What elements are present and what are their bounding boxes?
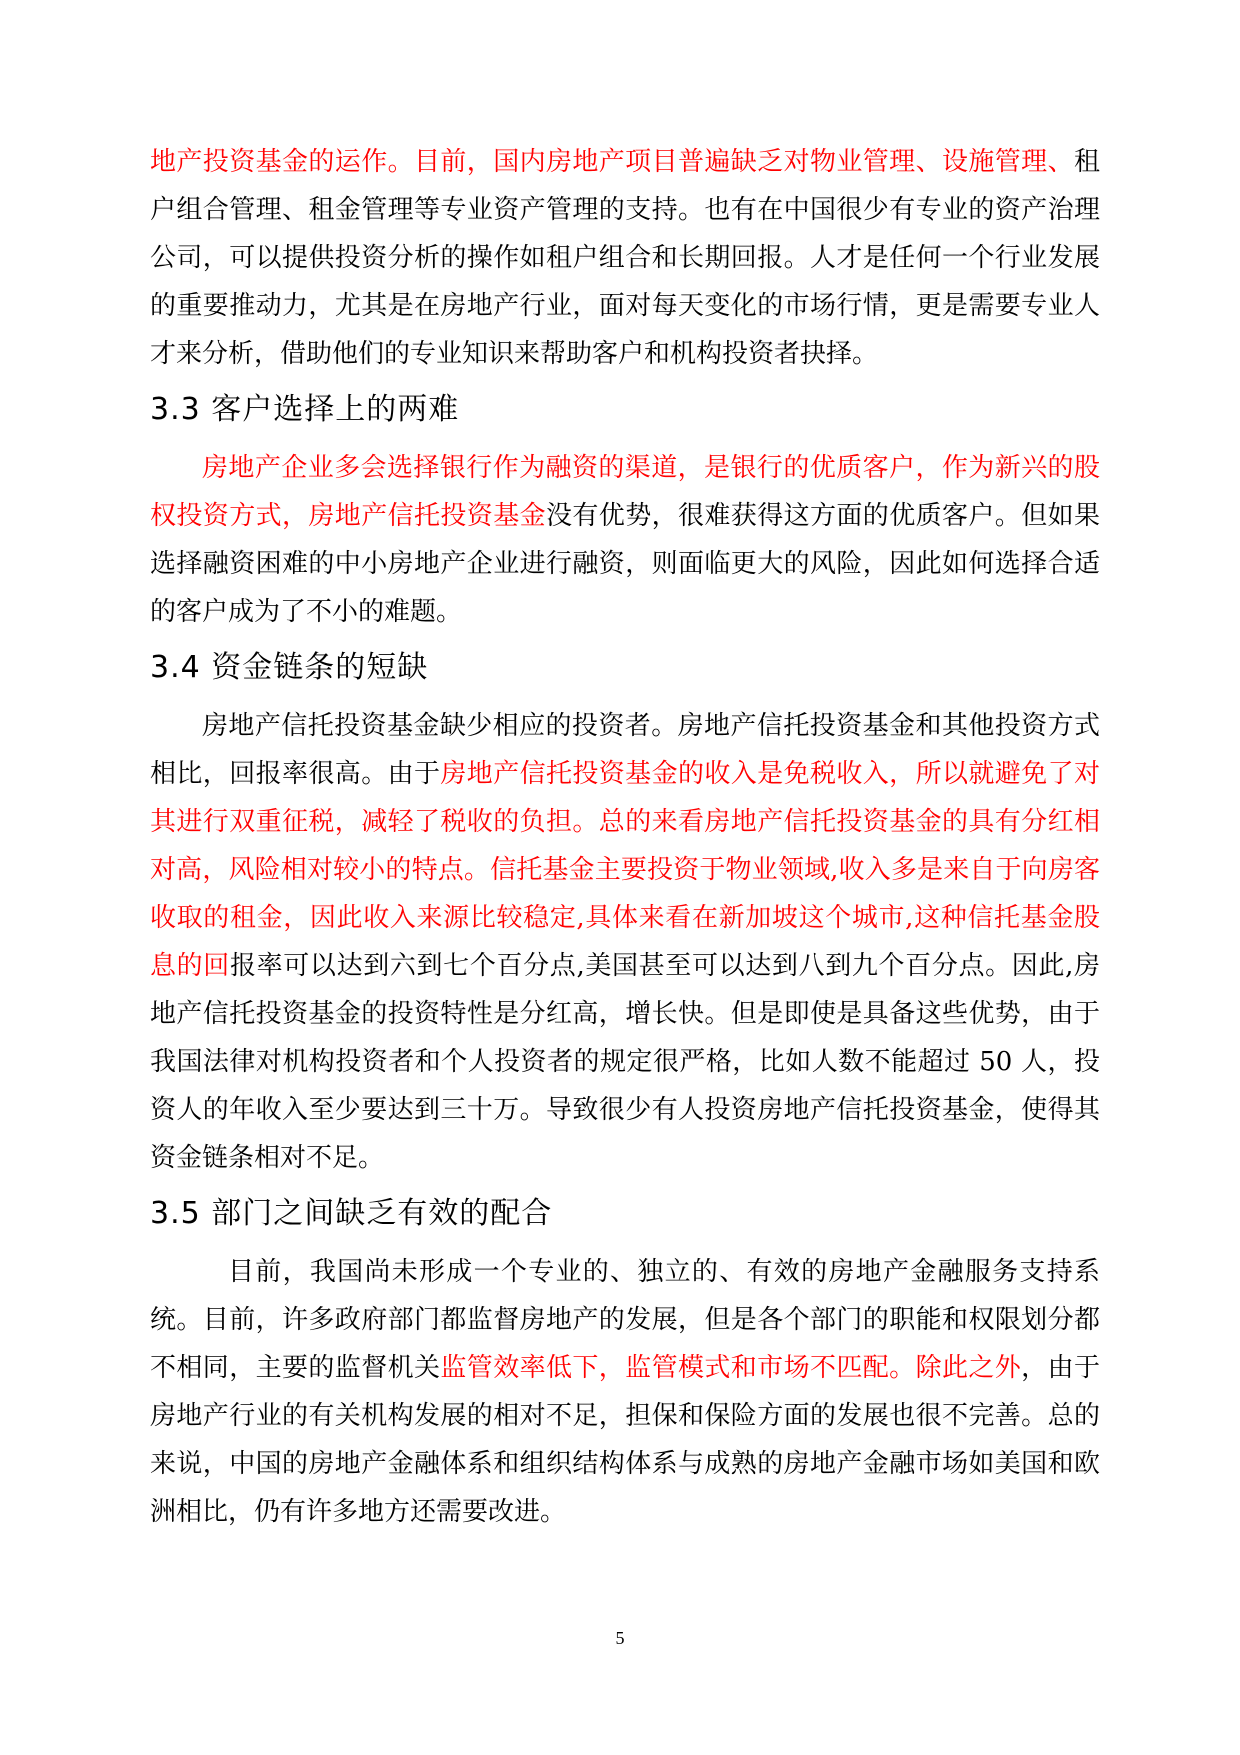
section-heading-3-3: 3.3 客户选择上的两难 (150, 392, 460, 427)
paragraph-client-selection (150, 444, 1100, 636)
highlighted-text: 监管效率低下，监管模式和市场不匹配。除此之外 (440, 1353, 1022, 1383)
paragraph-continued (150, 138, 1100, 378)
paragraph-capital-chain (150, 702, 1100, 1182)
highlighted-text: 房地产企业多会选择银行作为融资的渠道，是银行的优质客户，作为新兴的股权投资方式，房地产信托投资基金 (150, 453, 1100, 531)
paragraph-department-coordination (150, 1248, 1100, 1536)
document-body (150, 138, 1100, 1536)
body-text: 目前，我国尚未形成一个专业的、独立的、有效的房地产金融服务支持系统。目前，许多政府部门都监督房地产的发展，但是各个部门的职能和权限划分都不相同，主要的监督机关 (150, 1257, 1100, 1383)
highlighted-text: 地产投资基金的运作。目前，国内房地产项目普遍缺乏对物业管理、设施管理、 (150, 147, 1074, 177)
section-heading-3-5: 3.5 部门之间缺乏有效的配合 (150, 1196, 553, 1231)
page-number: 5 (615, 1628, 625, 1648)
body-text: 租户组合管理、租金管理等专业资产管理的支持。也有在中国很少有专业的资产治理公司，可以提供投资分析的操作如租户组合和长期回报。人才是任何一个行业发展的重要推动力，尤其是在房地产行业，面对每天变化的市场行情，更是需要专业人才来分析，借助他们的专业知识来帮助客户和机构投资者抉择。 (150, 147, 1100, 369)
highlighted-text: 房地产信托投资基金的收入是免税收入，所以就避免了对其进行双重征税，减轻了税收的负担。总的来看房地产信托投资基金的具有分红相对高，风险相对较小的特点。信托基金主要投资于物业领域,收入多是来自于向房客收取的租金，因此收入来源比较稳定,具体来看在新加坡这个城市,这种信托基金股息的回 (150, 759, 1100, 981)
section-heading-3-4: 3.4 资金链条的短缺 (150, 650, 429, 685)
body-text: 房地产信托投资基金缺少相应的投资者。房地产信托投资基金和其他投资方式相比，回报率很高。由于 (150, 711, 1100, 789)
body-text: 报率可以达到六到七个百分点,美国甚至可以达到八到九个百分点。因此,房地产信托投资基金的投资特性是分红高，增长快。但是即使是具备这些优势，由于我国法律对机构投资者和个人投资者的规定很严格，比如人数不能超过 50 人，投资人的年收入至少要达到三十万。导致很少有人投资房地产信托投资基金，使得其资金链条相对不足。 (150, 951, 1100, 1173)
body-text: ，由于房地产行业的有关机构发展的相对不足，担保和保险方面的发展也很不完善。总的来说，中国的房地产金融体系和组织结构体系与成熟的房地产金融市场如美国和欧洲相比，仍有许多地方还需要改进。 (150, 1353, 1100, 1527)
body-text: 没有优势，很难获得这方面的优质客户。但如果选择融资困难的中小房地产企业进行融资，则面临更大的风险，因此如何选择合适的客户成为了不小的难题。 (150, 501, 1100, 627)
